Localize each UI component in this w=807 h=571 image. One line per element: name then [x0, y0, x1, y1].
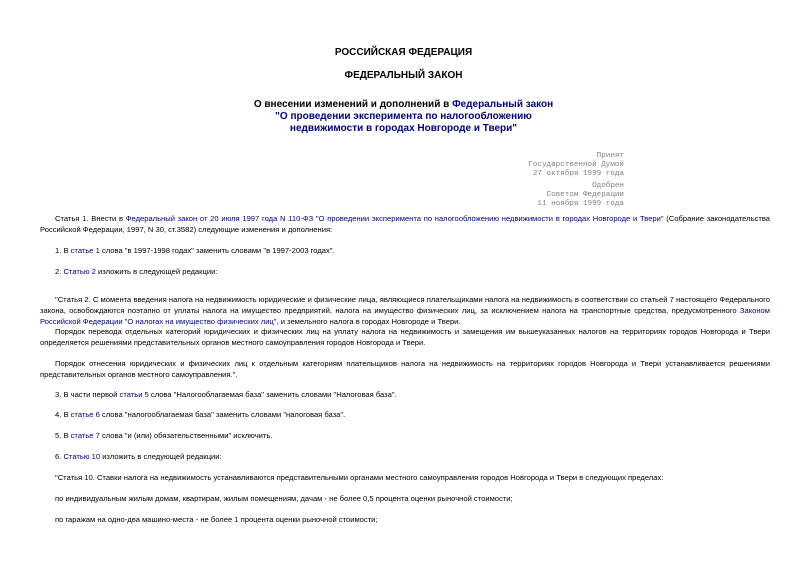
categorization-paragraph: Порядок отнесения юридических и физических лиц к отдельным категориям плательщиков налога на недвижимость на территориях городов Новгорода и Твери устанавливается решениями представительных органов местного самоуправления.". — [40, 359, 770, 379]
article-7-link[interactable]: статье 7 — [70, 431, 100, 440]
article-10-link[interactable]: Статью 10 — [63, 452, 101, 461]
item-2-suffix: изложить в следующей редакции: — [95, 267, 218, 276]
garage-rate-paragraph: по гаражам на одно-два машино-места - не более 1 процента оценки рыночной стоимости; — [55, 515, 378, 524]
law-title-line-3[interactable]: недвижимости в городах Новгороде и Твери" — [289, 123, 518, 134]
item-4-suffix: слова "налогооблагаемая база" заменить словами "налоговая база". — [99, 410, 346, 419]
adopted-by: Государственной Думой — [528, 161, 624, 169]
approved-date: 11 ноября 1999 года — [537, 200, 624, 208]
article-1-paragraph — [40, 213, 770, 235]
item-2-prefix: 2. — [55, 267, 64, 276]
adopted-date: 27 октября 1999 года — [532, 170, 624, 178]
article-1-link[interactable]: статье 1 — [70, 246, 100, 255]
item-5-prefix: 5. В — [55, 431, 71, 440]
law-title-line-2[interactable]: "О проведении эксперимента по налогообложению — [275, 111, 532, 122]
federal-law-110-link[interactable]: Федеральный закон от 20 июля 1997 года N 110-ФЗ "О проведении эксперимента по налогообложению недвижимости в городах Новгороде и Твери" — [125, 214, 664, 223]
item-5-paragraph — [55, 430, 770, 441]
approval-block — [537, 182, 624, 209]
article-2-link[interactable]: Статью 2 — [63, 267, 96, 276]
adopted-label: Принят — [596, 152, 624, 160]
item-3-suffix: слова "Налогооблагаемая база" заменить словами "Налоговая база". — [148, 390, 397, 399]
quoted-article-10-paragraph: "Статья 10. Ставки налога на недвижимость устанавливаются представительными органами местного самоуправления городов Новгорода и Твери в следующих пределах: — [55, 473, 664, 482]
law-title — [0, 99, 807, 135]
article-1-prefix: Статья 1. Внести в — [55, 214, 126, 223]
item-1-prefix: 1. В — [55, 246, 71, 255]
item-3-prefix: 3. В части первой — [55, 390, 120, 399]
federation-heading: РОССИЙСКАЯ ФЕДЕРАЦИЯ — [334, 47, 473, 58]
property-tax-law-link[interactable]: Законом Российской Федерации "О налогах на имущество физических лиц" — [40, 306, 770, 326]
item-6-suffix: изложить в следующей редакции: — [100, 452, 222, 461]
item-4-paragraph — [55, 409, 770, 420]
item-1-suffix: слова "в 1997-1998 годах" заменить словами "в 1997-2003 годах". — [99, 246, 335, 255]
item-6-prefix: 6. — [55, 452, 64, 461]
article-6-link[interactable]: статье 6 — [70, 410, 100, 419]
item-1-paragraph — [55, 245, 770, 256]
item-3-paragraph — [55, 389, 770, 400]
item-5-suffix: слова "и (или) обязательственными" исключить. — [99, 431, 273, 440]
law-type-heading: ФЕДЕРАЛЬНЫЙ ЗАКОН — [344, 70, 463, 81]
law-title-prefix: О внесении изменений и дополнений в — [253, 99, 453, 110]
residential-rate-paragraph: по индивидуальным жилым домам, квартирам, жилым помещениям, дачам - не более 0,5 процента оценки рыночной стоимости; — [55, 494, 513, 503]
item-6-paragraph — [55, 451, 770, 462]
item-2-paragraph — [55, 266, 770, 277]
approved-label: Одобрен — [592, 182, 624, 190]
item-4-prefix: 4. В — [55, 410, 71, 419]
article-5-link[interactable]: статьи 5 — [119, 390, 149, 399]
article-1-suffix: (Собрание законодательства Российской Федерации, 1997, N 30, ст.3582) следующие изменения и дополнения: — [40, 214, 770, 234]
quoted-article-2-paragraph — [40, 294, 770, 327]
quoted-article-2-suffix: , и земельного налога в городах Новгороде и Твери. — [276, 317, 461, 326]
quoted-article-2-text: "Статья 2. С момента введения налога на недвижимость юридические и физические лица, являющиеся плательщиками налога на недвижимость в соответствии со статьей 7 настоящего Федерального закона, освобождаются поэтапно от уплаты налога на имущество предприятий, налога на имущество физических лиц, за исключением налога на транспортные средства, предусмотренного — [40, 295, 770, 315]
adoption-block — [528, 152, 624, 179]
approved-by: Советом Федерации — [546, 191, 624, 199]
transfer-procedure-paragraph: Порядок перевода отдельных категорий юридических и физических лиц на уплату налога на недвижимость и замещения им вышеуказанных налогов на территориях городов Новгорода и Твери определяется решениями представительных органов местного самоуправления городов Новгорода и Твери. — [40, 327, 770, 347]
federal-law-link[interactable]: Федеральный закон — [452, 99, 554, 110]
